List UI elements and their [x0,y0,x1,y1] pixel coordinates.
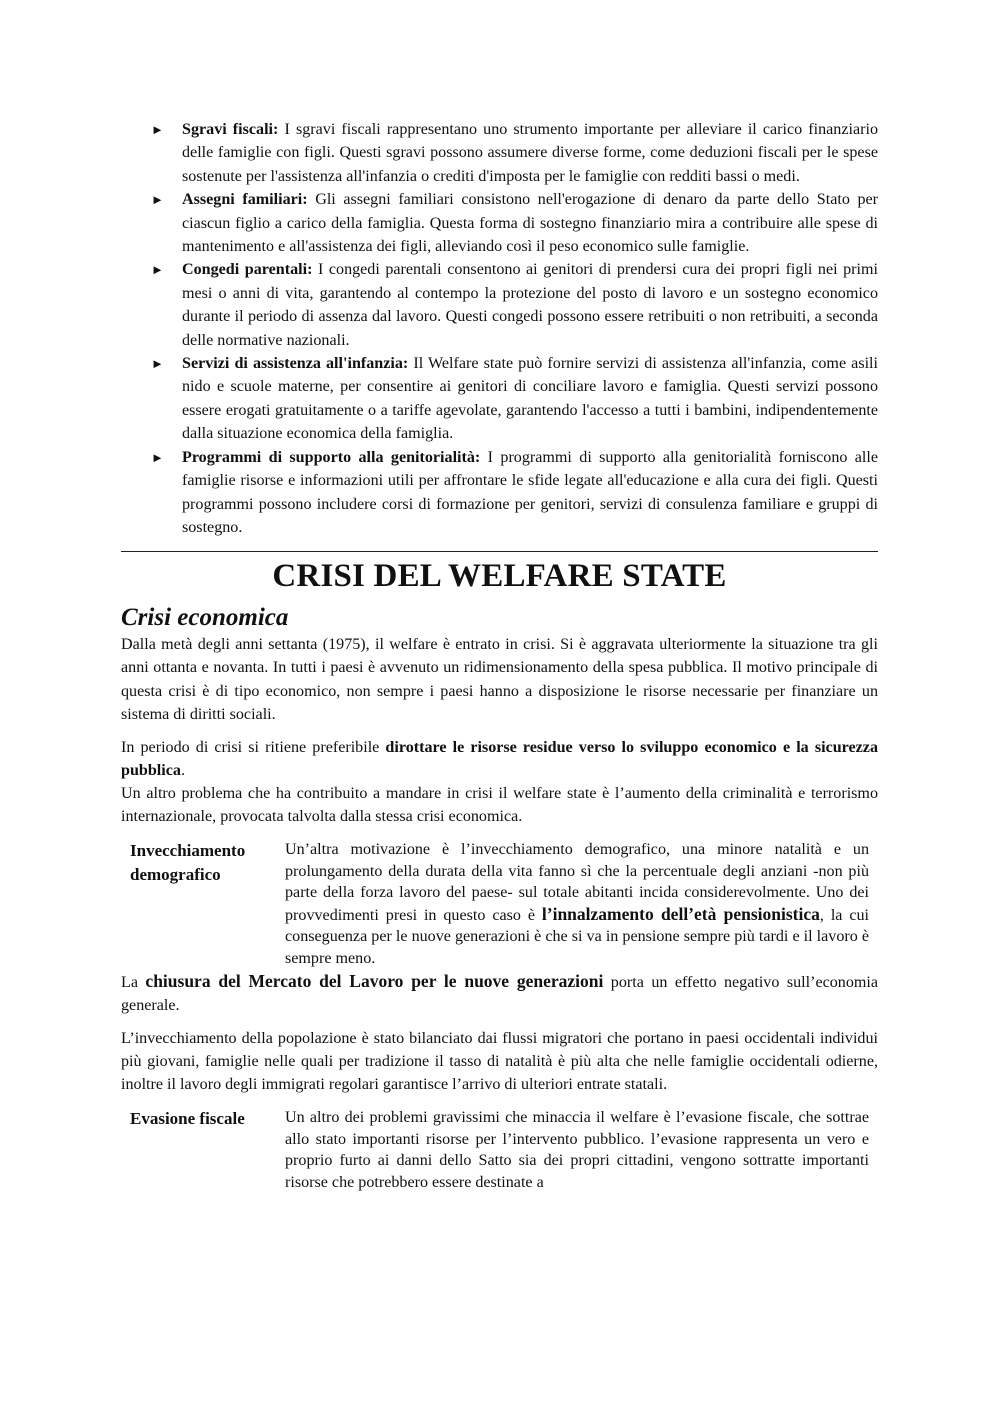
bullet-label: Programmi di supporto alla genitorialità: [182,448,481,466]
side-label: Evasione fiscale [130,1109,245,1129]
emphasis-text: dirottare le risorse residue verso lo sviluppo economico e la sicurezza pubblica [121,738,878,779]
paragraph: Un altro problema che ha contribuito a mandare in crisi il welfare state è l’aumento della criminalità e terrorismo internazionale, provocata talvolta dalla stessa crisi economica. [121,784,878,825]
body-text: , la cui conseguenza per le nuove generazioni è che si va in pensione sempre più tardi e il lavoro è sempre meno. [285,906,870,968]
bullet-text: I programmi di supporto alla genitorialità forniscono alle famiglie risorse e informazioni utili per affrontare le sfide legate all'educazione e alla cura dei figli. Questi programmi possono includere corsi di formazione per genitori, servizi di consulenza familiare e gruppi di sostegno. [182,448,879,536]
paragraph: L’invecchiamento della popolazione è stato bilanciato dai flussi migratori che portano in paesi occidentali individui più giovani, famiglie nelle quali per tradizione il tasso di natalità è più alta che nelle famiglie occidentali odierne, inoltre il lavoro degli immigrati regolari garantisce l’arrivo di ulteriori entrate statali. [121,1029,878,1093]
pointer-icon: ► [151,262,164,278]
side-label-line: demografico [130,865,221,885]
aging-section [121,839,878,970]
list-item [121,258,878,352]
paragraph: Dalla metà degli anni settanta (1975), il welfare è entrato in crisi. Si è aggravata ulteriormente la situazione tra gli anni ottanta e novanta. In tutti i paesi è avvenuto un ridimensionamento della spesa pubblica. Il motivo principale di questa crisi è di tipo economico, non sempre i paesi hanno a disposizione le risorse necessarie per finanziare un sistema di diritti sociali. [121,636,878,723]
list-item [121,446,878,540]
paragraph-text: In periodo di crisi si ritiene preferibile [121,738,386,756]
side-body [285,839,869,970]
paragraph-text: . [180,761,185,779]
pointer-icon: ► [151,192,164,208]
paragraph-text: La [121,973,146,991]
list-item [121,118,878,188]
bullet-text: Il Welfare state può fornire servizi di assistenza all'infanzia, come asili nido e scuole materne, per consentire ai genitori di conciliare lavoro e famiglia. Questi servizi possono essere erogati gratuitamente o a tariffe agevolate, garantendo l'accesso a tutti i bambini, indipendentemente dalla situazione economica della famiglia. [182,355,879,443]
tax-evasion-section [121,1107,878,1193]
section-divider [121,551,878,552]
emphasis-text: chiusura del Mercato del Lavoro per le nuove generazioni [145,970,604,991]
paragraph [121,736,878,782]
side-label [121,839,285,970]
bullet-text: I sgravi fiscali rappresentano uno strumento importante per alleviare il carico finanziario delle famiglie con figli. Questi sgravi possono assumere diverse forme, come deduzioni fiscali per le spese sostenute per l'assistenza all'infanzia o crediti d'imposta per le famiglie con redditi bassi o medi. [182,121,878,185]
bullet-label: Servizi di assistenza all'infanzia: [182,355,409,373]
section-title: CRISI DEL WELFARE STATE [272,558,727,595]
bullet-label: Congedi parentali: [182,261,313,279]
list-item [121,352,878,446]
emphasis-text: l’innalzamento dell’età pensionistica [541,903,820,924]
side-label-line: Invecchiamento [130,841,246,861]
bullet-list [121,118,878,539]
document-page [121,118,878,1193]
bullet-label: Sgravi fiscali: [182,121,279,138]
bullet-text: Gli assegni familiari consistono nell'erogazione di denaro da parte dello Stato per ciascun figlio a carico della famiglia. Questa forma di sostegno finanziario mira a contribuire alle spese di mantenimento e all'assistenza dei figli, alleviando così il peso economico sulle famiglie. [182,191,879,256]
bullet-text: I congedi parentali consentono ai genitori di prendersi cura dei propri figli nei primi mesi o anni di vita, garantendo al contempo la protezione del posto di lavoro e un sostegno economico durante il periodo di assenza dal lavoro. Questi congedi possono essere retribuiti o non retribuiti, a seconda delle normative nazionali. [182,261,878,349]
bullet-label: Assegni familiari: [182,191,308,209]
subsection-title: Crisi economica [121,604,289,632]
side-body: Un altro dei problemi gravissimi che minaccia il welfare è l’evasione fiscale, che sottrae allo stato importanti risorse per l’intervento pubblico. l’evasione rappresenta un vero e proprio furto ai danni dello Satto sia dei propri cittadini, vengono sottratte importanti risorse che potrebbero essere destinate a [285,1109,869,1191]
paragraph-text: porta un effetto negativo sull’economia generale. [121,973,879,1014]
pointer-icon: ► [151,122,164,137]
list-item [121,188,878,258]
paragraph [121,970,878,1017]
body-text: Un’altra motivazione è l’invecchiamento demografico, una minore natalità e un prolungamento della durata della vita fanno sì che la percentuale degli anziani -non più parte della forza lavoro del paese- sul totale abitanti incida considerevolmente. Uno dei provvedimenti presi in questo caso è [285,841,869,924]
pointer-icon: ► [151,449,164,465]
pointer-icon: ► [151,356,164,372]
